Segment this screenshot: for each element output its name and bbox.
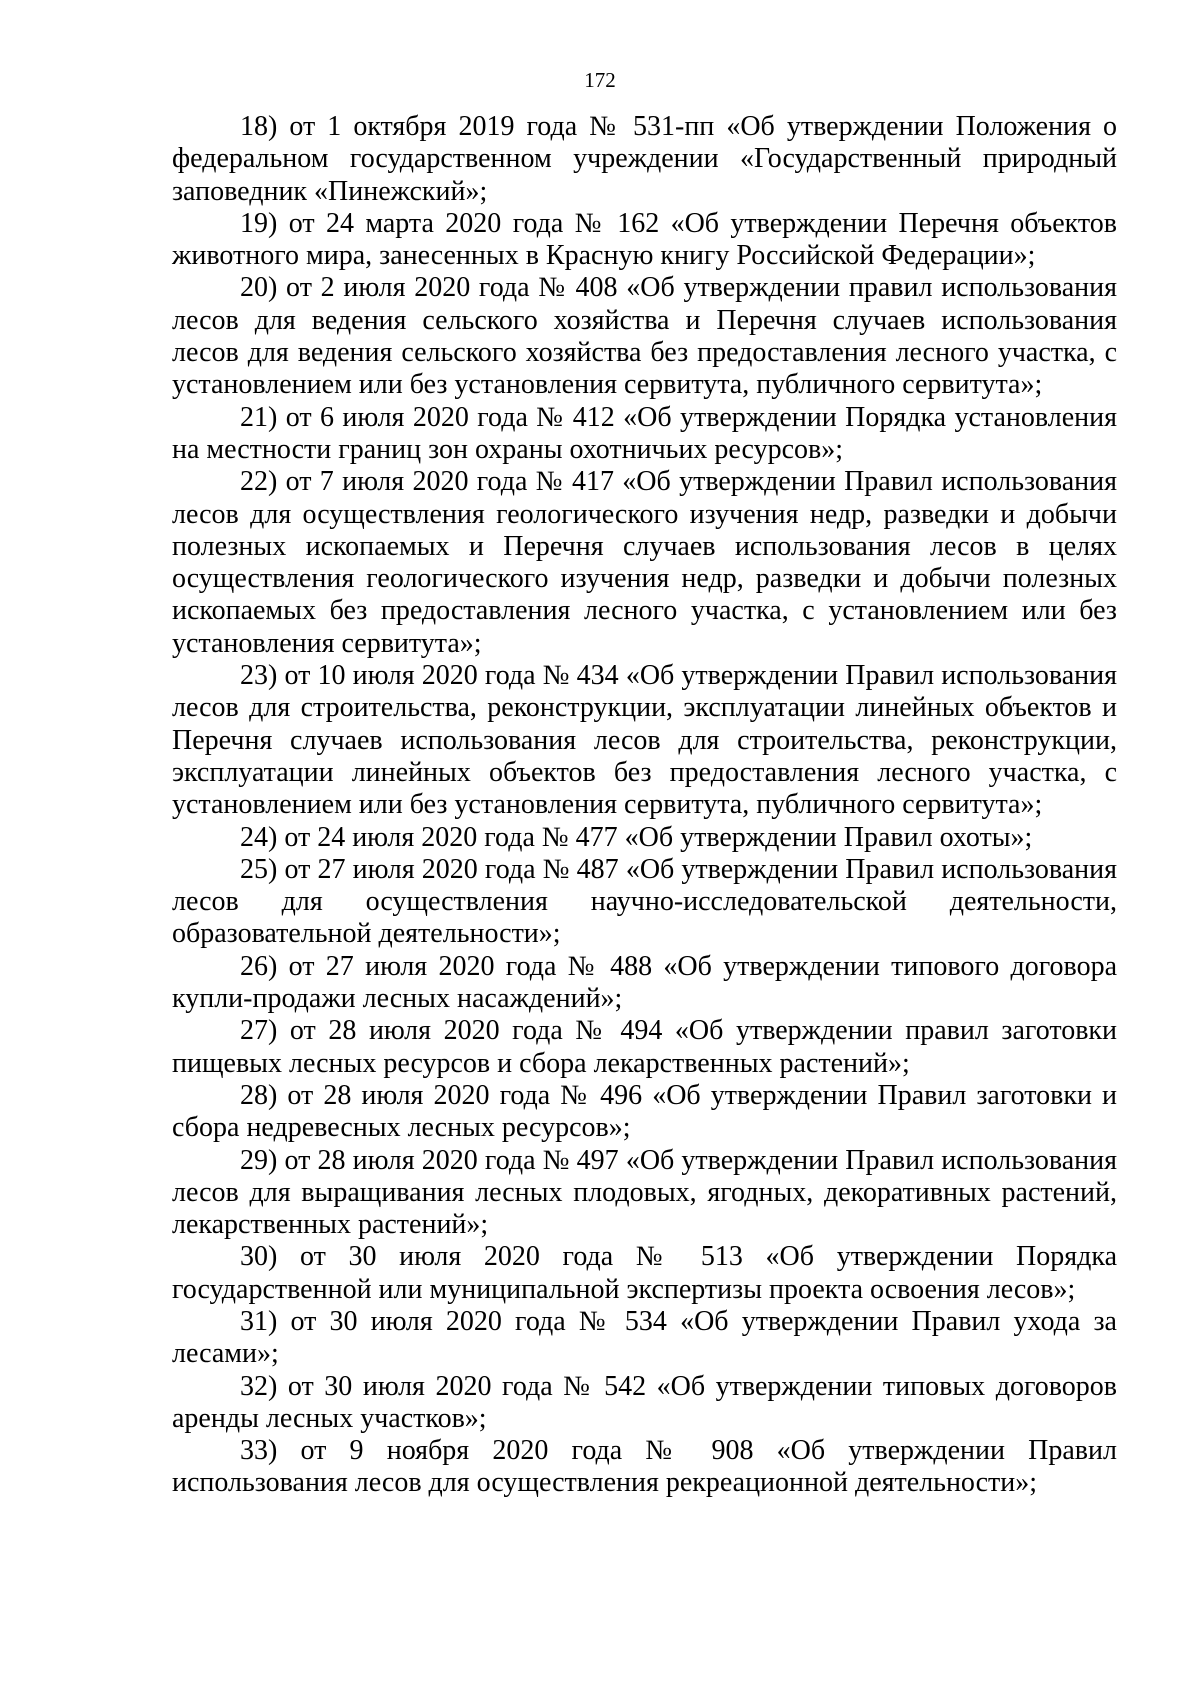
list-item: 21) от 6 июля 2020 года № 412 «Об утверждении Порядка установления на местности границ зон охраны охотничьих ресурсов»; xyxy=(172,401,1117,465)
document-body xyxy=(172,111,1117,1500)
list-item: 24) от 24 июля 2020 года № 477 «Об утверждении Правил охоты»; xyxy=(240,821,1033,853)
page-number: 172 xyxy=(584,68,616,92)
list-item: 18) от 1 октября 2019 года № 531-пп «Об утверждении Положения о федеральном государственном учреждении «Государственный природный заповедник «Пинежский»; xyxy=(172,111,1117,207)
list-item: 27) от 28 июля 2020 года № 494 «Об утверждении правил заготовки пищевых лесных ресурсов и сбора лекарственных растений»; xyxy=(172,1015,1117,1079)
list-item: 20) от 2 июля 2020 года № 408 «Об утверждении правил использования лесов для ведения сельского хозяйства и Перечня случаев использования лесов для ведения сельского хозяйства без предоставления лесного участка, с установлением или без установления сервитута, публичного сервитута»; xyxy=(172,272,1117,401)
list-item: 22) от 7 июля 2020 года № 417 «Об утверждении Правил использования лесов для осуществления геологического изучения недр, разведки и добычи полезных ископаемых и Перечня случаев использования лесов в целях осуществления геологического изучения недр, разведки и добычи полезных ископаемых без предоставления лесного участка, с установлением или без установления сервитута»; xyxy=(172,466,1117,659)
list-item: 33) от 9 ноября 2020 года № 908 «Об утверждении Правил использования лесов для осуществления рекреационной деятельности»; xyxy=(172,1435,1117,1499)
list-item: 31) от 30 июля 2020 года № 534 «Об утверждении Правил ухода за лесами»; xyxy=(172,1305,1117,1370)
list-item: 30) от 30 июля 2020 года № 513 «Об утверждении Порядка государственной или муниципальной экспертизы проекта освоения лесов»; xyxy=(172,1241,1117,1305)
list-item: 23) от 10 июля 2020 года № 434 «Об утверждении Правил использования лесов для строительства, реконструкции, эксплуатации линейных объектов и Перечня случаев использования лесов для строительства, реконструкции, эксплуатации линейных объектов без предоставления лесного участка, с установлением или без установления сервитута, публичного сервитута»; xyxy=(172,660,1117,821)
list-item: 26) от 27 июля 2020 года № 488 «Об утверждении типового договора купли-продажи лесных насаждений»; xyxy=(172,950,1117,1015)
list-item: 19) от 24 марта 2020 года № 162 «Об утверждении Перечня объектов животного мира, занесенных в Красную книгу Российской Федерации»; xyxy=(172,207,1117,272)
list-item: 29) от 28 июля 2020 года № 497 «Об утверждении Правил использования лесов для выращивания лесных плодовых, ягодных, декоративных растений, лекарственных растений»; xyxy=(172,1144,1117,1241)
list-item: 32) от 30 июля 2020 года № 542 «Об утверждении типовых договоров аренды лесных участков»; xyxy=(172,1370,1117,1434)
list-item: 25) от 27 июля 2020 года № 487 «Об утверждении Правил использования лесов для осуществления научно-исследовательской деятельности, образовательной деятельности»; xyxy=(172,853,1117,950)
list-item: 28) от 28 июля 2020 года № 496 «Об утверждении Правил заготовки и сбора недревесных лесных ресурсов»; xyxy=(172,1079,1117,1144)
